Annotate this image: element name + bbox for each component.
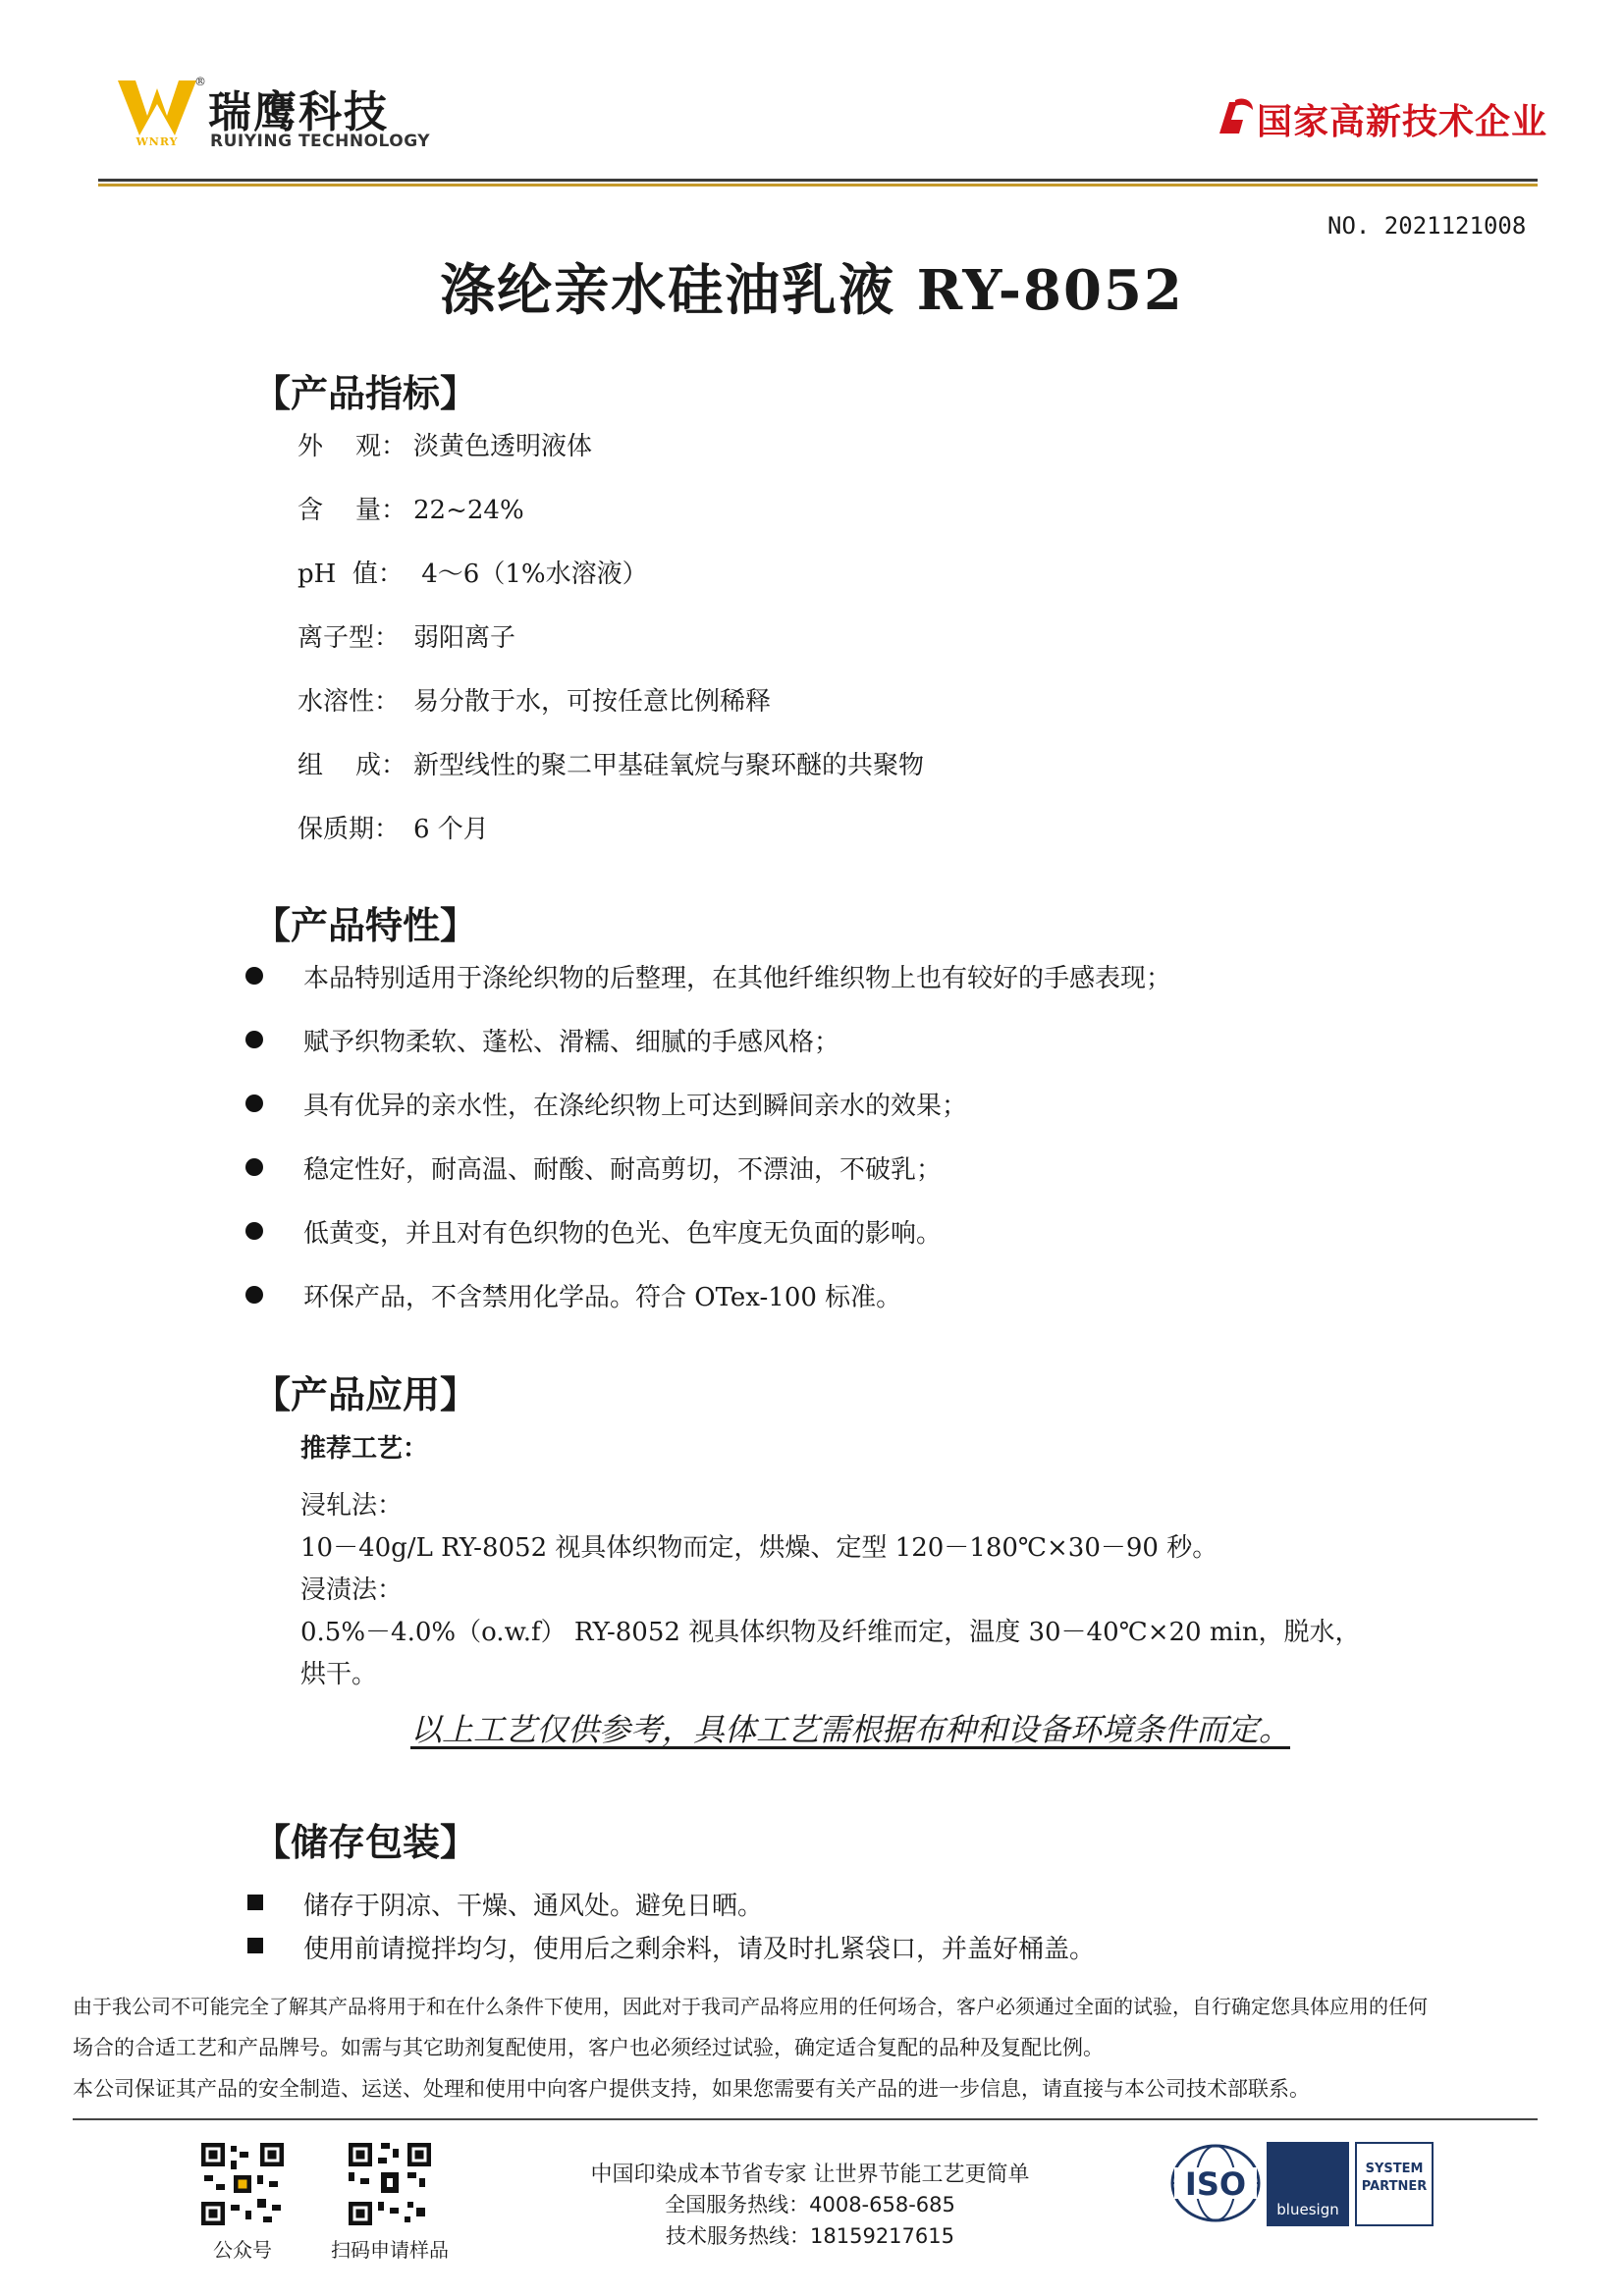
sample-request-qr-code-icon[interactable] <box>346 2140 434 2228</box>
spec-value: 新型线性的聚二甲基硅氧烷与聚环醚的共聚物 <box>413 751 925 780</box>
spec-row-solubility <box>298 681 771 718</box>
iso-text: ISO <box>1184 2165 1247 2203</box>
bullet-dot-icon <box>245 1095 263 1112</box>
storage-item: 使用前请搅拌均匀，使用后之剩余料，请及时扎紧袋口，并盖好桶盖。 <box>303 1935 1096 1964</box>
qr1-caption: 公众号 <box>213 2238 272 2262</box>
process-note: 以上工艺仅供参考，具体工艺需根据布种和设备环境条件而定。 <box>410 1711 1291 1748</box>
spec-label: 水溶性： <box>298 687 401 717</box>
feature-item: 具有优异的亲水性，在涤纶织物上可达到瞬间亲水的效果； <box>303 1092 968 1121</box>
logo-letters: WNRY <box>135 135 179 147</box>
process-line: 烘干。 <box>300 1660 378 1689</box>
national-high-tech-tag: 国家高新技术企业 <box>1257 102 1548 142</box>
footer-divider <box>73 2118 1538 2120</box>
system-text: SYSTEM <box>1365 2162 1424 2176</box>
qr2-caption: 扫码申请样品 <box>331 2238 449 2262</box>
bullet-dot-icon <box>245 1286 263 1304</box>
spec-label: 组 成： <box>298 751 407 780</box>
spec-label: 离子型： <box>298 623 401 653</box>
spec-value: 弱阳离子 <box>413 623 516 653</box>
storage-item: 储存于阴凉、干燥、通风处。避免日晒。 <box>303 1892 764 1921</box>
spec-row-appearance <box>298 426 592 462</box>
spec-row-composition <box>298 745 924 781</box>
spec-row-ph <box>298 554 648 590</box>
brand-name-cn: 瑞鹰科技 <box>208 87 389 137</box>
recommended-process-label: 推荐工艺： <box>300 1434 429 1464</box>
storage-heading: 【储存包装】 <box>253 1820 478 1864</box>
bullet-dot-icon <box>245 1222 263 1240</box>
bullet-dot-icon <box>245 1158 263 1176</box>
spec-row-content <box>298 490 524 526</box>
bullet-dot-icon <box>245 967 263 985</box>
wnry-logo-icon <box>116 77 198 147</box>
spec-value: 淡黄色透明液体 <box>413 432 593 461</box>
wechat-qr-code-icon[interactable] <box>198 2140 287 2228</box>
disclaimer-line: 场合的合适工艺和产品牌号。如需与其它助剂复配使用，客户也必须经过试验，确定适合复配的品种及复配比例。 <box>73 2036 1104 2059</box>
page-title: 涤纶亲水硅油乳液 RY-8052 <box>440 258 1184 323</box>
brand-name-en: RUIYING TECHNOLOGY <box>210 132 431 151</box>
indicators-heading: 【产品指标】 <box>253 371 478 415</box>
tech-hotline: 技术服务热线：18159217615 <box>666 2224 954 2248</box>
disclaimer-line: 本公司保证其产品的安全制造、运送、处理和使用中向客户提供支持，如果您需要有关产品的进一步信息，请直接与本公司技术部联系。 <box>73 2077 1310 2101</box>
process-line: 10－40g/L RY-8052 视具体织物而定，烘燥、定型 120－180℃×30－90 秒。 <box>300 1533 1218 1563</box>
bluesign-logo <box>1267 2142 1349 2226</box>
company-slogan: 中国印染成本节省专家 让世界节能工艺更简单 <box>590 2163 1030 2187</box>
spec-label: 保质期： <box>298 815 401 844</box>
process-line: 浸渍法： <box>300 1575 404 1605</box>
spec-label: pH 值： <box>298 560 404 589</box>
system-partner-badge <box>1355 2142 1434 2226</box>
process-line: 0.5%－4.0%（o.w.f） RY-8052 视具体织物及纤维而定，温度 30－40℃×20 min，脱水， <box>300 1618 1361 1647</box>
spec-value: 6 个月 <box>413 815 489 844</box>
spec-value: 4～6（1%水溶液） <box>413 560 648 589</box>
feature-item: 稳定性好，耐高温、耐酸、耐高剪切，不漂油，不破乳； <box>303 1155 943 1185</box>
header-divider <box>98 179 1538 182</box>
feature-item: 本品特别适用于涤纶织物的后整理，在其他纤维织物上也有较好的手感表现； <box>303 964 1172 993</box>
header-divider-gold <box>98 184 1538 187</box>
spec-value: 易分散于水，可按任意比例稀释 <box>413 687 772 717</box>
document-number: NO. 2021121008 <box>1327 212 1527 240</box>
trademark-symbol: ® <box>194 75 206 88</box>
feature-item: 低黄变，并且对有色织物的色光、色牢度无负面的影响。 <box>303 1219 943 1249</box>
feature-item: 赋予织物柔软、蓬松、滑糯、细腻的手感风格； <box>303 1028 840 1057</box>
high-tech-enterprise-icon <box>1214 94 1257 137</box>
disclaimer-line: 由于我公司不可能完全了解其产品将用于和在什么条件下使用，因此对于我司产品将应用的任何场合，客户必须通过全面的试验，自行确定您具体应用的任何 <box>73 1995 1428 2018</box>
spec-value: 22~24% <box>413 496 524 525</box>
spec-label: 外 观： <box>298 432 407 461</box>
application-heading: 【产品应用】 <box>253 1372 478 1416</box>
bullet-dot-icon <box>245 1031 263 1048</box>
feature-item: 环保产品，不含禁用化学品。符合 OTex-100 标准。 <box>303 1283 902 1312</box>
spec-row-shelf-life <box>298 809 489 845</box>
spec-label: 含 量： <box>298 496 407 525</box>
spec-row-ionicity <box>298 617 515 654</box>
bluesign-text: bluesign <box>1276 2201 1339 2218</box>
service-hotline: 全国服务热线：4008-658-685 <box>665 2193 955 2216</box>
features-heading: 【产品特性】 <box>253 903 478 947</box>
iso-logo-icon <box>1168 2142 1263 2224</box>
bullet-square-icon <box>247 1895 263 1910</box>
bullet-square-icon <box>247 1938 263 1953</box>
partner-text: PARTNER <box>1361 2179 1428 2194</box>
process-line: 浸轧法： <box>300 1491 404 1521</box>
